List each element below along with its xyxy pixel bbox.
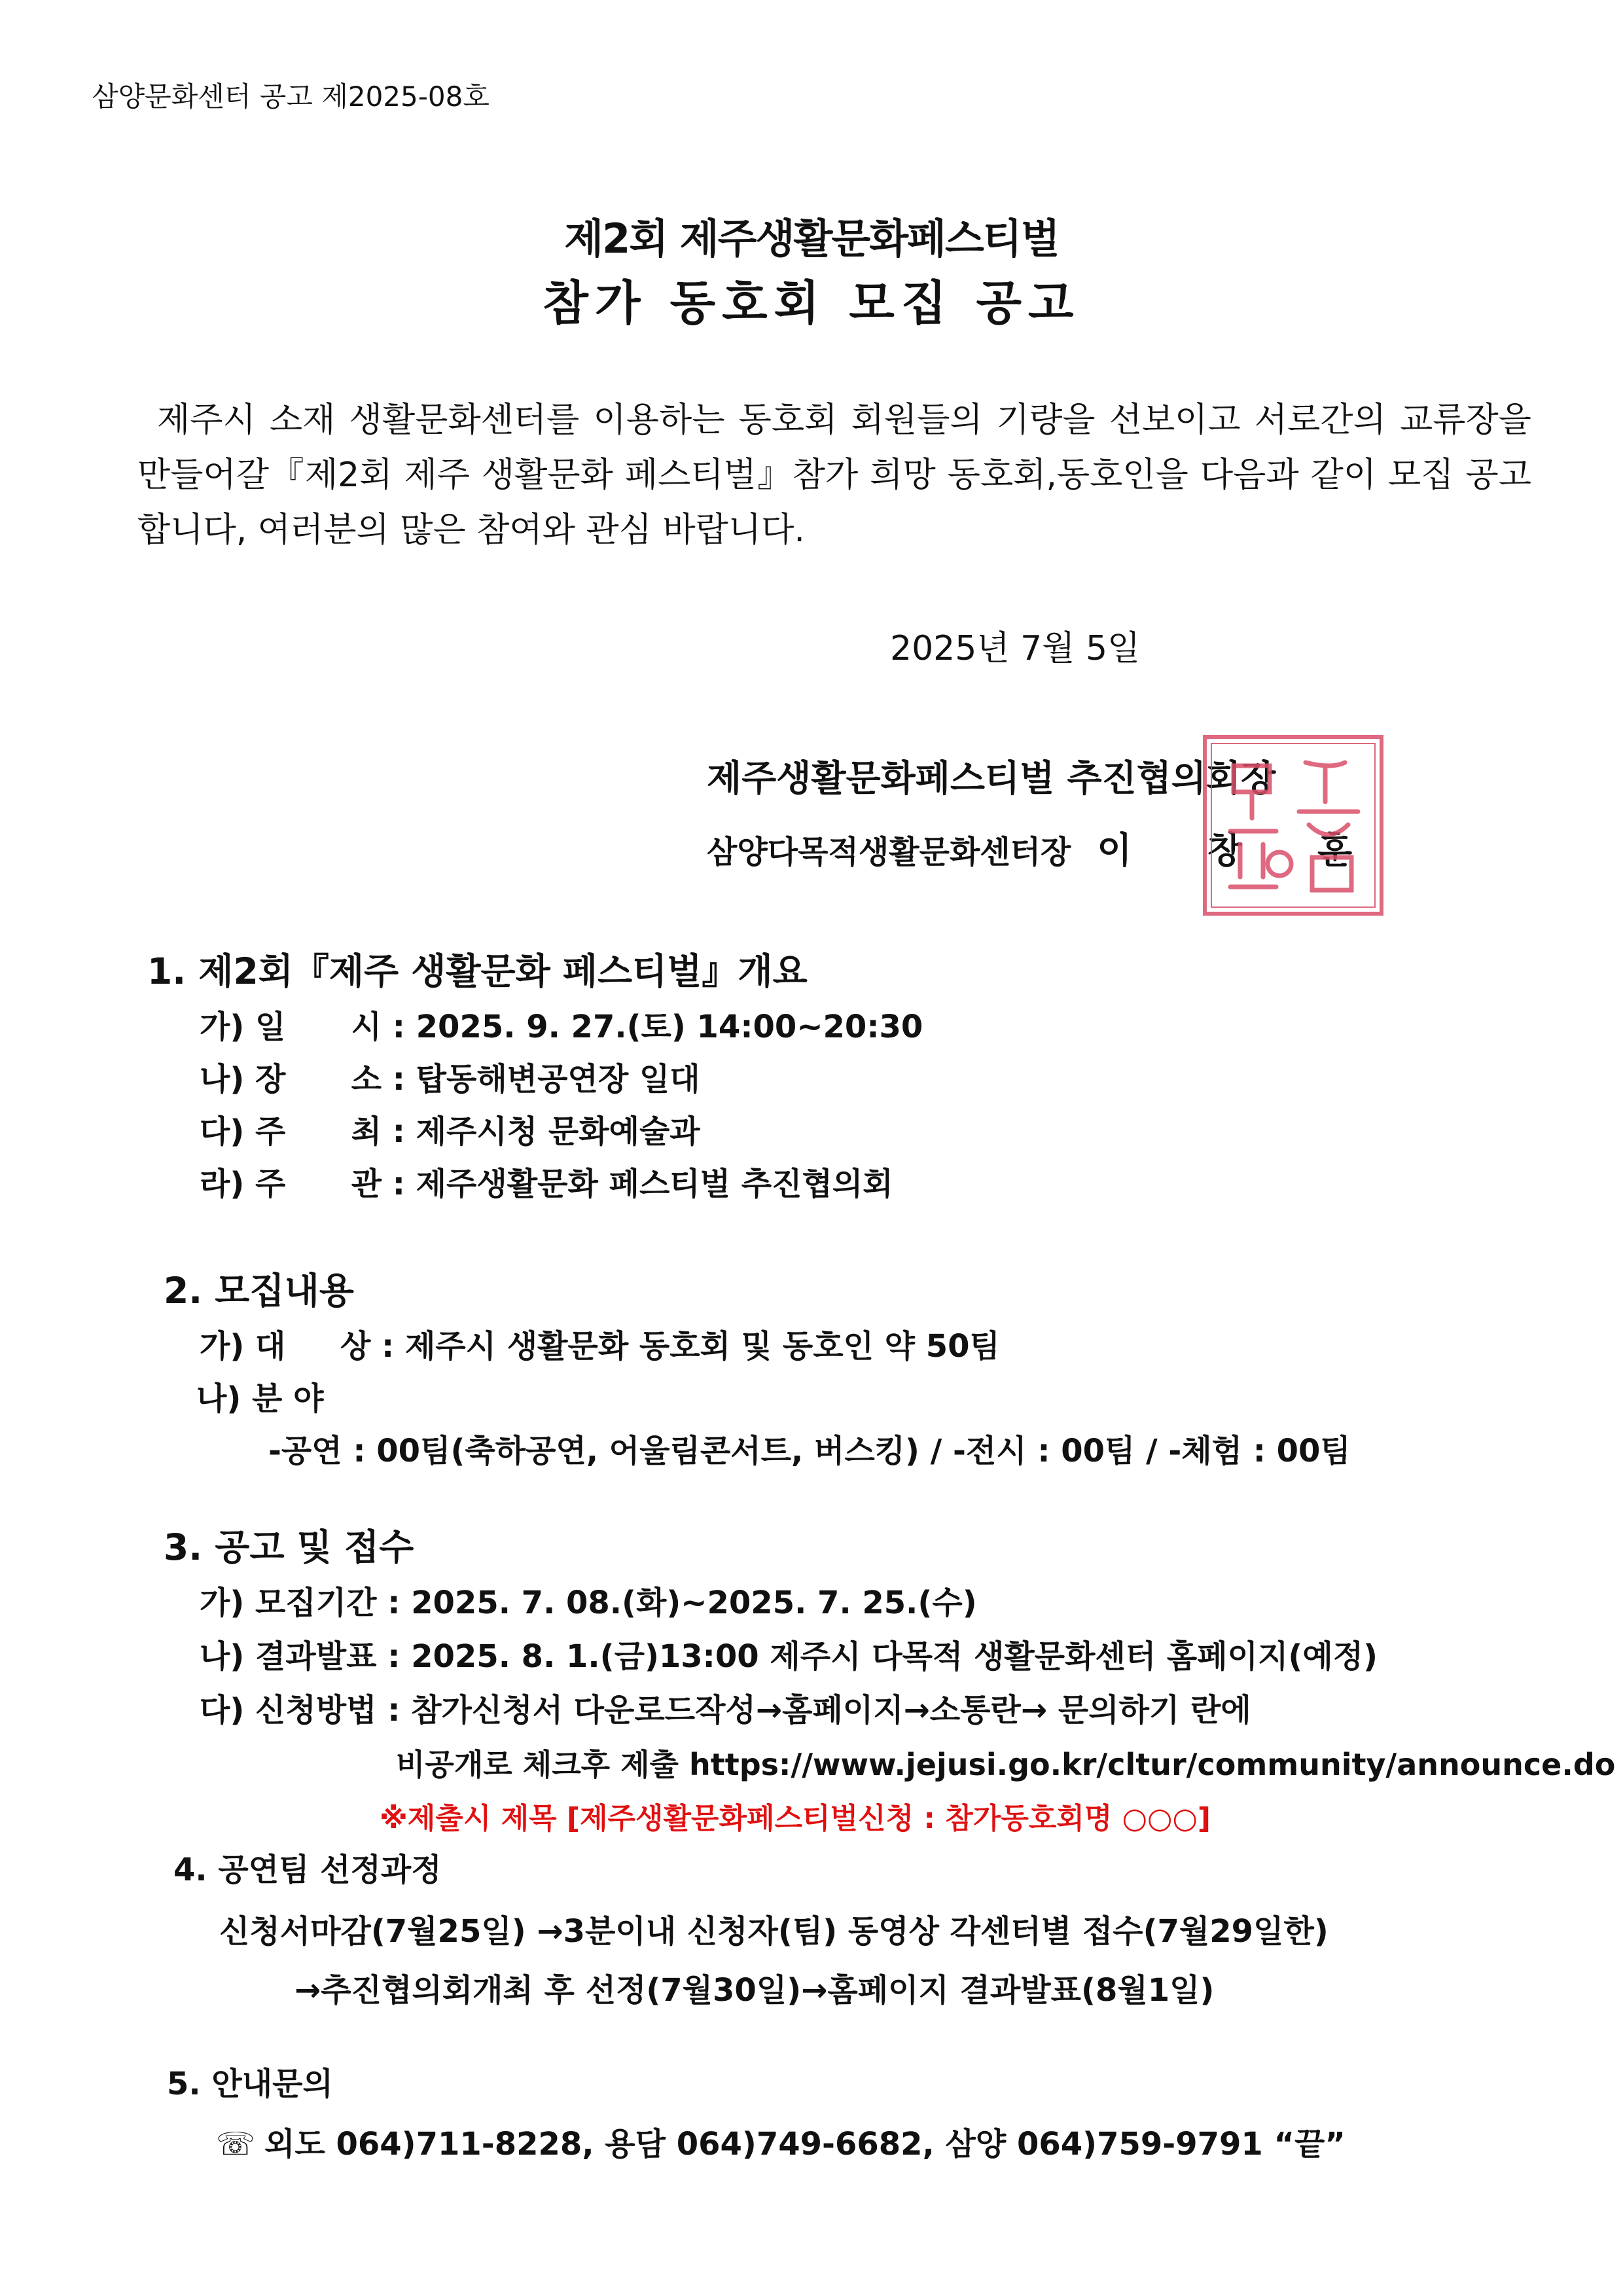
section-1-item bbox=[200, 1106, 700, 1151]
item-value: 2025. 8. 1.(금)13:00 제주시 다목적 생활문화센터 홈페이지(예정) bbox=[411, 1638, 1378, 1675]
section-4-heading: 4. 공연팀 선정과정 bbox=[173, 1852, 442, 1888]
item-value: 2025. 9. 27.(토) 14:00~20:30 bbox=[416, 1009, 923, 1045]
section-1-item bbox=[200, 1001, 923, 1047]
section-2-item bbox=[200, 1321, 1000, 1366]
item-value: 제주시청 문화예술과 bbox=[416, 1113, 700, 1150]
application-url-line: 비공개로 체크후 제출 https://www.jejusi.go.kr/cltur/community/announce.do bbox=[396, 1747, 1616, 1782]
fields-breakdown: -공연 : 00팀(축하공연, 어울림콘서트, 버스킹) / -전시 : 00팀 / -체험 : 00팀 bbox=[268, 1433, 1351, 1469]
item-label: 나) 장 소 : bbox=[200, 1061, 405, 1098]
signer-org: 삼양다목적생활문화센터장 bbox=[707, 834, 1071, 870]
document-number: 삼양문화센터 공고 제2025-08호 bbox=[92, 81, 490, 113]
section-3-item bbox=[200, 1577, 977, 1623]
signer-name: 이 창 훈 bbox=[1097, 829, 1384, 871]
item-label: 나) 결과발표 : bbox=[200, 1638, 401, 1675]
intro-paragraph: 제주시 소재 생활문화센터를 이용하는 동호회 회원들의 기량을 선보이고 서로간의 교류장을 만들어갈『제2회 제주 생활문화 페스티벌』참가 희망 동호회,동호인을 다음과 같이 모집 공고 합니다, 여러분의 많은 참여와 관심 바랍니다. bbox=[137, 401, 1531, 550]
section-1-item bbox=[200, 1054, 700, 1099]
section-3-item bbox=[200, 1631, 1378, 1676]
item-value: 제주생활문화 페스티벌 추진협의회 bbox=[416, 1166, 893, 1202]
announcement-date: 2025년 7월 5일 bbox=[890, 629, 1141, 668]
title-line-1: 제2회 제주생활문화페스티벌 bbox=[564, 215, 1059, 262]
selection-process-line-2: →추진협의회개최 후 선정(7월30일)→홈페이지 결과발표(8월1일) bbox=[294, 1972, 1215, 2009]
section-2-heading: 2. 모집내용 bbox=[164, 1270, 354, 1312]
title-line-2: 참가 동호회 모집 공고 bbox=[543, 276, 1080, 331]
section-2-item: 나) 분 야 bbox=[196, 1380, 324, 1417]
official-seal-stamp bbox=[1201, 733, 1385, 918]
item-label: 가) 대 상 : bbox=[200, 1328, 395, 1365]
item-label: 다) 신청방법 : bbox=[200, 1692, 401, 1729]
phone-icon: ☏ bbox=[216, 2126, 256, 2162]
section-1-item bbox=[200, 1158, 893, 1204]
contact-numbers: 외도 064)711-8228, 용담 064)749-6682, 삼양 064)759-9791 “끝” bbox=[264, 2126, 1346, 2162]
item-label: 가) 모집기간 : bbox=[200, 1585, 401, 1621]
section-3-item bbox=[200, 1685, 1251, 1730]
item-value: 탑동해변공연장 일대 bbox=[416, 1061, 700, 1098]
item-label: 다) 주 최 : bbox=[200, 1113, 405, 1150]
section-1-heading: 1. 제2회『제주 생활문화 페스티벌』개요 bbox=[147, 950, 808, 992]
item-label: 가) 일 시 : bbox=[200, 1009, 405, 1045]
item-value: 제주시 생활문화 동호회 및 동호인 약 50팀 bbox=[404, 1328, 1000, 1365]
item-value: 참가신청서 다운로드작성→홈페이지→소통란→ 문의하기 란에 bbox=[411, 1692, 1251, 1729]
contact-line bbox=[216, 2119, 1346, 2164]
section-5-heading: 5. 안내문의 bbox=[167, 2066, 333, 2102]
section-3-heading: 3. 공고 및 접수 bbox=[164, 1526, 414, 1568]
selection-process-line-1: 신청서마감(7월25일) →3분이내 신청자(팀) 동영상 각센터별 접수(7월29일한) bbox=[219, 1913, 1329, 1950]
signer-title-1: 제주생활문화페스티벌 추진협의회장 bbox=[707, 757, 1276, 799]
item-label: 라) 주 관 : bbox=[200, 1166, 405, 1202]
item-value: 2025. 7. 08.(화)~2025. 7. 25.(수) bbox=[411, 1585, 977, 1621]
submission-title-notice: ※제출시 제목 [제주생활문화페스티벌신청 : 참가동호회명 ○○○] bbox=[380, 1802, 1211, 1835]
